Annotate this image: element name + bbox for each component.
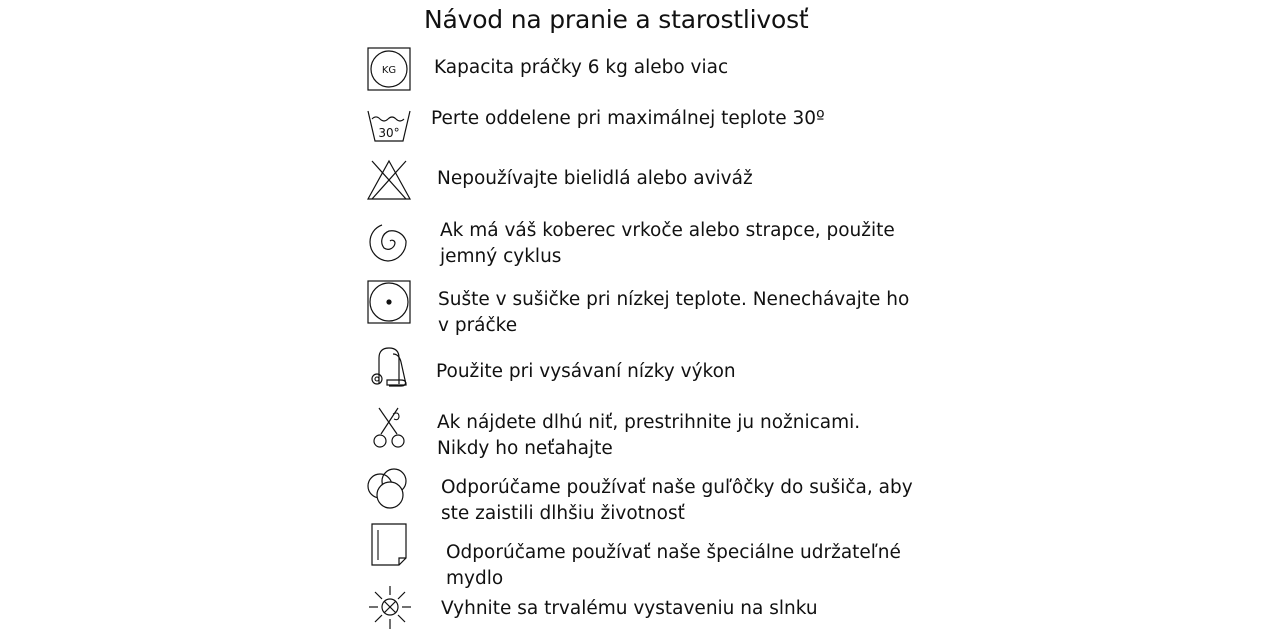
no-bleach-icon [367,158,413,204]
tumble-dry-low-icon [367,280,413,326]
instruction-text: Nepoužívajte bielidlá alebo aviváž [437,168,753,189]
instruction-text: Vyhnite sa trvalému vystaveniu na slnku [441,598,818,619]
instruction-text: Použite pri vysávaní nízky výkon [436,361,736,382]
kg-label: KG [381,65,397,76]
instruction-text: Odporúčame používať naše guľôčky do sušiča, aby ste zaistili dlhšiu životnosť [441,477,913,524]
wash-30-icon [366,107,412,153]
instruction-text: Perte oddelene pri maximálnej teplote 30º [431,108,825,129]
instruction-text: Ak nájdete dlhú niť, prestrihnite ju nožnicami. Nikdy ho neťahajte [437,412,861,459]
dryer-balls-icon [366,467,412,513]
instruction-text: Ak má váš koberec vrkoče alebo strapce, použite jemný cyklus [440,220,895,267]
temperature-label: 30° [378,126,400,140]
no-sunlight-icon [367,585,413,631]
washer-capacity-icon [367,47,413,93]
vacuum-cleaner-icon [367,344,413,390]
page-title: Návod na pranie a starostlivosť [424,5,809,34]
soap-icon [369,522,415,568]
instruction-text: Kapacita práčky 6 kg alebo viac [434,57,729,78]
scissors-icon [367,404,413,450]
instruction-text: Sušte v sušičke pri nízkej teplote. Nenechávajte ho v práčke [438,289,910,336]
gentle-cycle-icon [367,218,413,264]
instruction-text: Odporúčame používať naše špeciálne udržateľné mydlo [446,542,901,589]
